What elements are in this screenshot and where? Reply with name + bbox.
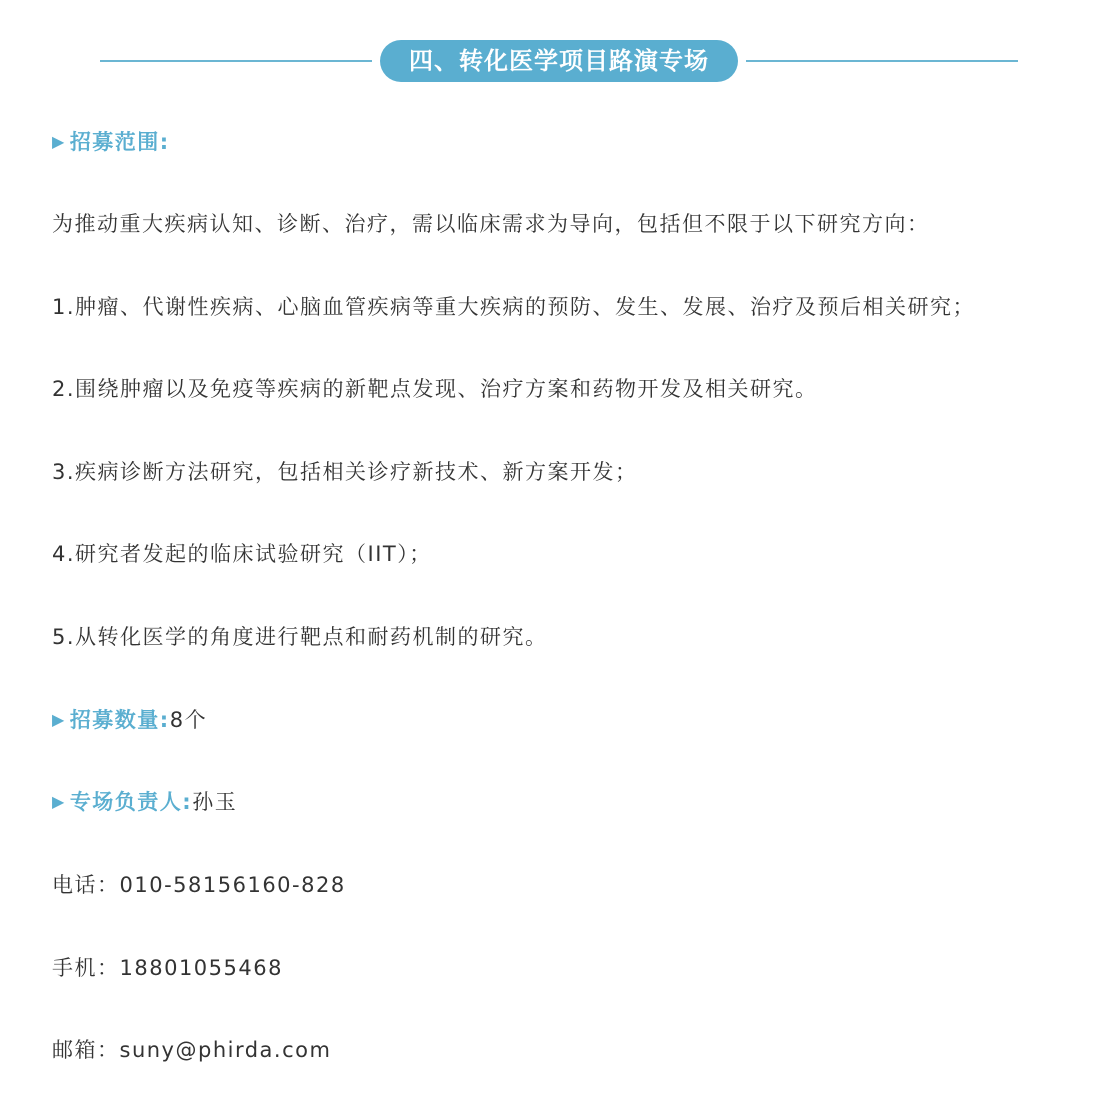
contact-label: 专场负责人:: [69, 790, 193, 814]
play-triangle-icon: ▶: [52, 792, 66, 811]
contact-mobile: 手机：18801055468: [52, 956, 283, 980]
play-triangle-icon: ▶: [52, 710, 66, 729]
contact-email: 邮箱：suny@phirda.com: [52, 1038, 332, 1062]
contact-person-row: [52, 787, 237, 817]
scope-label: 招募范围:: [69, 130, 170, 154]
scope-item: 3.疾病诊断方法研究，包括相关诊疗新技术、新方案开发；: [52, 460, 638, 484]
play-triangle-icon: ▶: [52, 132, 66, 151]
section-header: [100, 40, 1018, 82]
scope-item: 5.从转化医学的角度进行靶点和耐药机制的研究。: [52, 625, 548, 649]
quota-row: [52, 705, 207, 735]
quota-label: 招募数量:: [69, 708, 170, 732]
section-title: 四、转化医学项目路演专场: [380, 40, 738, 82]
contact-phone: 电话：010-58156160-828: [52, 873, 346, 897]
scope-item: 1.肿瘤、代谢性疾病、心脑血管疾病等重大疾病的预防、发生、发展、治疗及预后相关研究；: [52, 295, 976, 319]
scope-item: 4.研究者发起的临床试验研究（IIT）；: [52, 542, 432, 566]
scope-heading: [52, 127, 170, 157]
scope-item: 2.围绕肿瘤以及免疫等疾病的新靶点发现、治疗方案和药物开发及相关研究。: [52, 377, 818, 401]
header-divider-right: [746, 60, 1018, 62]
quota-value: 8个: [169, 708, 208, 732]
scope-intro: 为推动重大疾病认知、诊断、治疗，需以临床需求为导向，包括但不限于以下研究方向：: [52, 212, 930, 236]
header-divider-left: [100, 60, 372, 62]
contact-name: 孙玉: [192, 790, 238, 814]
